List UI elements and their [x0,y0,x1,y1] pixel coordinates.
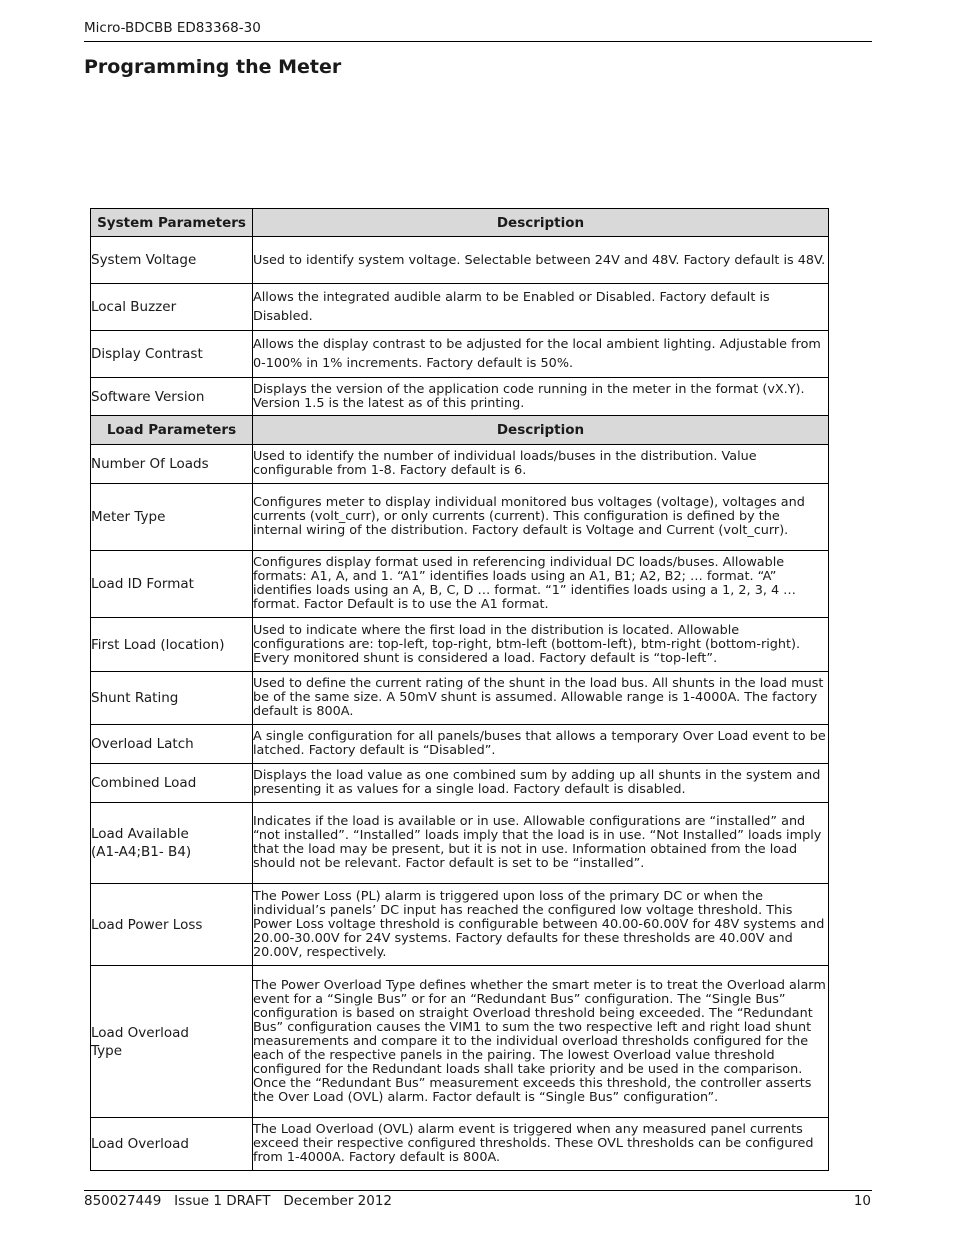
parameter-name-line: Load Overload [91,1024,190,1041]
page-title: Programming the Meter [84,56,342,78]
table-row [91,764,829,803]
parameter-name: Software Version [91,378,253,416]
parameter-name: Load Power Loss [91,884,253,966]
parameter-description: Configures meter to display individual monitored bus voltages (voltage), voltages and currents (volt_curr), or only currents (current). This configuration is defined by the internal wiring of the distribution. Factory default is Voltage and Current (volt_curr). [253,484,829,551]
parameter-name: Load Overload [91,1118,253,1171]
table-row [91,551,829,618]
parameter-name: Number Of Loads [91,445,253,484]
parameter-description: The Power Loss (PL) alarm is triggered upon loss of the primary DC or when the individual’s panels’ DC input has reached the configured low voltage threshold. This Power Loss voltage threshold is configurable between 40.00-60.00V for 48V systems and 20.00-30.00V for 24V systems. Factory defaults for these thresholds are 40.00V and 20.00V, respectively. [253,884,829,966]
parameters-table [90,208,829,1171]
column-header-load-parameters: Load Parameters [91,416,253,445]
parameter-name: Overload Latch [91,725,253,764]
parameter-name: Meter Type [91,484,253,551]
table-row [91,484,829,551]
parameter-description: Used to identify the number of individual loads/buses in the distribution. Value configurable from 1-8. Factory default is 6. [253,445,829,484]
parameter-name-line: Type [91,1042,123,1059]
parameter-description: Used to indicate where the first load in the distribution is located. Allowable configurations are: top-left, top-right, btm-left (bottom-left), btm-right (bottom-right). Every monitored shunt is considered a load. Factory default is “top-left”. [253,618,829,672]
parameter-name: Load ID Format [91,551,253,618]
parameter-name [91,966,253,1118]
table-row [91,618,829,672]
parameter-description: A single configuration for all panels/buses that allows a temporary Over Load event to be latched. Factory default is “Disabled”. [253,725,829,764]
column-header-description: Description [253,416,829,445]
parameter-name: Combined Load [91,764,253,803]
system-parameters-header-row [91,209,829,237]
parameter-name: First Load (location) [91,618,253,672]
parameter-name [91,803,253,884]
load-parameters-header-row [91,416,829,445]
parameter-name-line: Load Available [91,826,189,842]
header-divider [84,41,872,42]
column-header-description: Description [253,209,829,237]
footer-divider [84,1190,872,1191]
parameter-name: System Voltage [91,237,253,284]
footer-document-info: 850027449 Issue 1 DRAFT December 2012 [84,1193,393,1209]
parameter-description: The Power Overload Type defines whether the smart meter is to treat the Overload alarm event for a “Single Bus” or for an “Redundant Bus” configuration. The “Single Bus” configuration is based on straight Overload threshold being exceeded. The “Redundant Bus” configuration causes the VIM1 to sum the two respective left and right load shunt measurements and compare it to the individual overload thresholds configured for the each of the respective panels in the pairing. The lowest Overload value threshold configured for the Redundant loads shall take priority and be used in the comparison. Once the “Redundant Bus” measurement exceeds this threshold, the controller asserts the Over Load (OVL) alarm. Factor default is “Single Bus” configuration”. [253,966,829,1118]
column-header-system-parameters: System Parameters [91,209,253,237]
table-row [91,445,829,484]
parameter-description: Used to define the current rating of the shunt in the load bus. All shunts in the load must be of the same size. A 50mV shunt is assumed. Allowable range is 1-4000A. The factory default is 800A. [253,672,829,725]
document-header: Micro-BDCBB ED83368-30 [84,20,261,36]
parameter-name: Local Buzzer [91,284,253,331]
table-row [91,284,829,331]
table-row [91,331,829,378]
table-row [91,672,829,725]
parameter-description: Allows the display contrast to be adjusted for the local ambient lighting. Adjustable from 0-100% in 1% increments. Factory default is 50%. [253,331,829,378]
table-row [91,725,829,764]
parameter-description: Displays the version of the application code running in the meter in the format (vX.Y). Version 1.5 is the latest as of this printing. [253,378,829,416]
parameter-description: Configures display format used in referencing individual DC loads/buses. Allowable formats: A1, A, and 1. “A1” identifies loads using an A1, B1; A2, B2; … format. “A” identifies loads using an A, B, C, D … format. “1” identifies loads using a 1, 2, 3, 4 … format. Factor Default is to use the A1 format. [253,551,829,618]
parameter-description: Used to identify system voltage. Selectable between 24V and 48V. Factory default is 48V. [253,237,829,284]
parameter-name: Shunt Rating [91,672,253,725]
page-number: 10 [853,1193,871,1209]
table-row [91,237,829,284]
table-row [91,966,829,1118]
parameter-description: Indicates if the load is available or in use. Allowable configurations are “installed” and “not installed”. “Installed” loads imply that the load is in use. “Not Installed” loads imply that the load may be present, but it is not in use. Information obtained from the load should not be relevant. Factor default is set to be “installed”. [253,803,829,884]
table-row [91,1118,829,1171]
parameter-name: Display Contrast [91,331,253,378]
table-row [91,884,829,966]
table-row [91,803,829,884]
parameter-name-line: (A1-A4;B1- B4) [91,844,192,860]
table-row [91,378,829,416]
parameter-description: Displays the load value as one combined sum by adding up all shunts in the system and presenting it as values for a single load. Factory default is disabled. [253,764,829,803]
parameter-description: The Load Overload (OVL) alarm event is triggered when any measured panel currents exceed their respective configured thresholds. These OVL thresholds can be configured from 1-4000A. Factory default is 800A. [253,1118,829,1171]
parameter-description: Allows the integrated audible alarm to be Enabled or Disabled. Factory default is Disabled. [253,284,829,331]
